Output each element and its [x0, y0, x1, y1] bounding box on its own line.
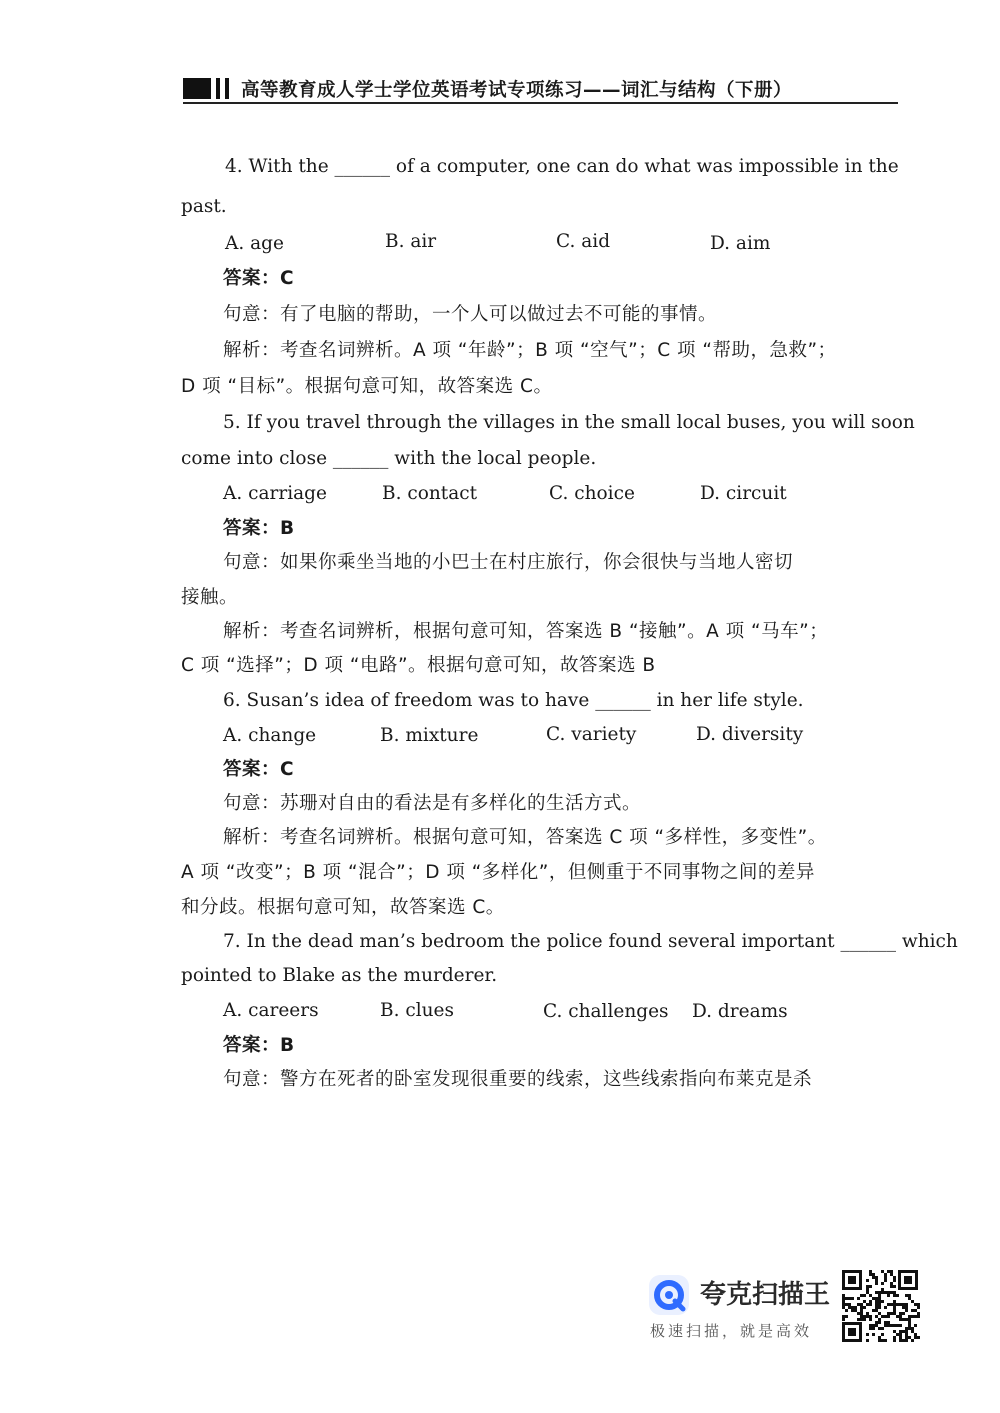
- question-7-meaning: 句意：警方在死者的卧室发现很重要的线索，这些线索指向布莱克是杀: [223, 1069, 813, 1090]
- page-header: [183, 72, 898, 104]
- qr-code-icon: [840, 1268, 920, 1344]
- question-7-stem-line1: 7. In the dead man’s bedroom the police found several important ______ which: [223, 931, 958, 952]
- question-7-option-b: B. clues: [380, 1000, 454, 1021]
- question-5-option-d: D. circuit: [700, 483, 787, 504]
- question-6-option-b: B. mixture: [380, 725, 479, 746]
- question-4-option-c: C. aid: [556, 231, 611, 252]
- header-title: 高等教育成人学士学位英语考试专项练习——词汇与结构（下册）: [241, 80, 793, 101]
- question-7-option-a: A. careers: [223, 1000, 319, 1021]
- header-block-mark: [183, 78, 211, 99]
- question-5-option-c: C. choice: [549, 483, 635, 504]
- question-5-option-b: B. contact: [382, 483, 478, 504]
- question-4-answer: 答案：C: [223, 268, 295, 289]
- question-7-option-d: D. dreams: [692, 1001, 788, 1022]
- watermark-slogan: 极速扫描，就是高效: [650, 1322, 813, 1340]
- question-6-option-c: C. variety: [546, 724, 637, 745]
- scanner-watermark: [648, 1268, 923, 1346]
- question-5-stem-line1: 5. If you travel through the villages in the small local buses, you will soon: [223, 412, 915, 433]
- watermark-brand: 夸克扫描王: [700, 1280, 831, 1310]
- question-6-answer: 答案：C: [223, 759, 295, 780]
- header-rule: [183, 102, 898, 104]
- question-6-meaning: 句意：苏珊对自由的看法是有多样化的生活方式。: [223, 793, 642, 814]
- question-4-analysis-line1: 解析：考查名词辨析。A 项 “年龄”；B 项 “空气”；C 项 “帮助，急救”；: [223, 340, 837, 361]
- question-4-option-d: D. aim: [710, 233, 771, 254]
- question-5-meaning-line2: 接触。: [181, 587, 239, 608]
- question-5-stem-line2: come into close ______ with the local people.: [181, 448, 597, 469]
- question-4-option-a: A. age: [225, 233, 284, 254]
- question-6-analysis-line1: 解析：考查名词辨析。根据句意可知，答案选 C 项 “多样性，多变性”。: [223, 827, 827, 848]
- question-6-option-a: A. change: [223, 725, 317, 746]
- question-4-stem-line1: 4. With the ______ of a computer, one can do what was impossible in the: [225, 156, 899, 177]
- question-5-meaning-line1: 句意：如果你乘坐当地的小巴士在村庄旅行，你会很快与当地人密切: [223, 552, 794, 573]
- question-7-stem-line2: pointed to Blake as the murderer.: [181, 965, 498, 986]
- question-7-answer: 答案：B: [223, 1035, 295, 1056]
- header-bar-mark: [216, 78, 220, 99]
- question-4-analysis-line2: D 项 “目标”。根据句意可知，故答案选 C。: [181, 376, 553, 397]
- question-5-analysis-line1: 解析：考查名词辨析，根据句意可知，答案选 B “接触”。A 项 “马车”；: [223, 621, 829, 642]
- question-5-answer: 答案：B: [223, 518, 295, 539]
- question-6-analysis-line2: A 项 “改变”；B 项 “混合”；D 项 “多样化”，但侧重于不同事物之间的差异: [181, 862, 815, 883]
- question-4-meaning: 句意：有了电脑的帮助，一个人可以做过去不可能的事情。: [223, 304, 718, 325]
- header-bar-mark: [225, 78, 229, 99]
- quark-logo-icon: [648, 1274, 690, 1316]
- question-4-stem-line2: past.: [181, 196, 227, 217]
- question-5-option-a: A. carriage: [223, 483, 327, 504]
- question-4-option-b: B. air: [385, 231, 437, 252]
- question-7-option-c: C. challenges: [543, 1001, 669, 1022]
- question-6-analysis-line3: 和分歧。根据句意可知，故答案选 C。: [181, 897, 505, 918]
- question-5-analysis-line2: C 项 “选择”；D 项 “电路”。根据句意可知，故答案选 B: [181, 655, 656, 676]
- question-6-stem-line1: 6. Susan’s idea of freedom was to have ______ in her life style.: [223, 690, 804, 711]
- question-6-option-d: D. diversity: [696, 724, 804, 745]
